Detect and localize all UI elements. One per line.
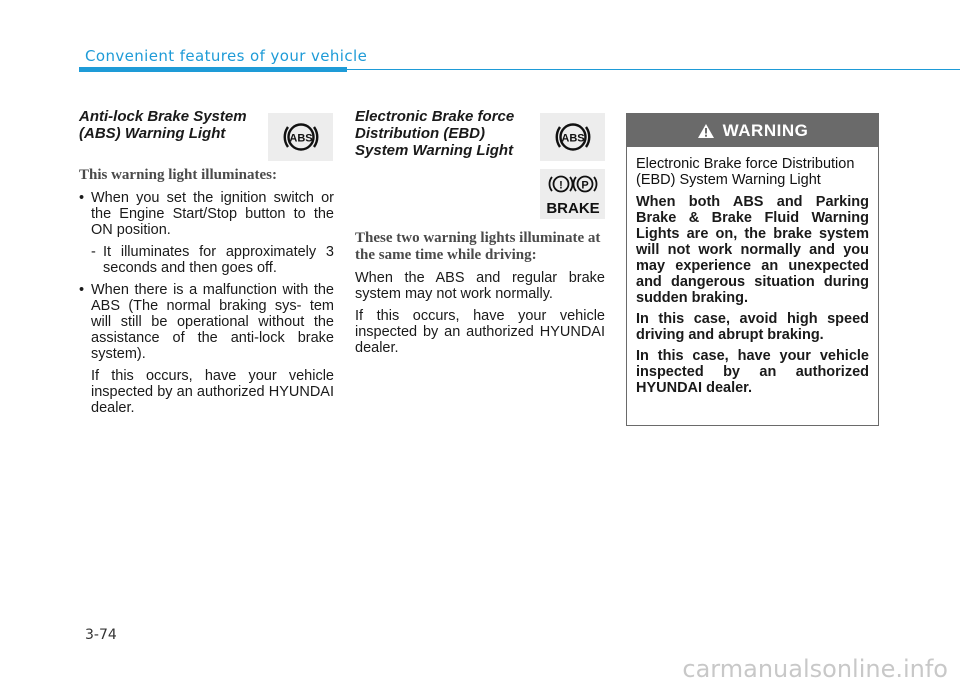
warning-p3: In this case, have your vehicle inspected by an authorized HYUNDAI dealer.	[636, 348, 869, 396]
abs-sub-item-text: It illuminates for approximately 3 seconds and then goes off.	[103, 244, 334, 276]
brake-warning-icon	[540, 169, 605, 219]
warning-label: WARNING	[722, 120, 809, 140]
header-rule	[347, 69, 960, 70]
abs-bullet-1-text: When you set the ignition switch or the Engine Start/Stop button to the ON position.	[91, 190, 334, 238]
header-rule-accent	[79, 67, 347, 72]
ebd-para-1: When the ABS and regular brake system may not work normally.	[355, 270, 605, 302]
ebd-section-title: Electronic Brake force Distribution (EBD) System Warning Light	[355, 108, 515, 159]
ebd-lead: These two warning lights illuminate at the same time while driving:	[355, 230, 601, 263]
abs-lead: This warning light illuminates:	[79, 167, 277, 183]
abs-bullet-2-text: When there is a malfunction with the ABS (The normal braking sys- tem will still be operational without the assistance of the anti-lock brake system).	[91, 282, 334, 362]
abs-sub-item: - It illuminates for approximately 3 seconds and then goes off.	[91, 244, 334, 276]
section-title: Convenient features of your vehicle	[85, 47, 368, 65]
warning-p2: In this case, avoid high speed driving and abrupt braking.	[636, 311, 869, 343]
abs-bullet-1: • When you set the ignition switch or the Engine Start/Stop button to the ON position. - It illuminates for approximately 3 seconds and then goes off.	[79, 190, 334, 276]
abs-bullet-2: • When there is a malfunction with the ABS (The normal braking sys- tem will still be operational without the assistance of the anti-lock brake system). If this occurs, have your vehicle inspected by an authorized HYUNDAI dealer.	[79, 282, 334, 416]
ebd-para-2: If this occurs, have your vehicle inspected by an authorized HYUNDAI dealer.	[355, 308, 605, 356]
abs-bullet-2-note: If this occurs, have your vehicle inspected by an authorized HYUNDAI dealer.	[91, 368, 334, 416]
abs-warning-icon	[540, 113, 605, 161]
svg-text:P: P	[580, 179, 589, 192]
abs-section-title: Anti-lock Brake System (ABS) Warning Light	[79, 108, 247, 142]
brake-icon-label: BRAKE	[545, 200, 600, 217]
svg-text:!: !	[558, 179, 563, 192]
abs-icon-label-2: ABS	[560, 132, 585, 145]
watermark: carmanualsonline.info	[682, 655, 948, 683]
warning-box	[626, 113, 879, 426]
warning-p1: When both ABS and Parking Brake & Brake Fluid Warning Lights are on, the brake system will not work normally and you may experience an unexpected and dangerous situation during sudden braking.	[636, 194, 869, 306]
abs-icon-label: ABS	[288, 132, 313, 145]
abs-warning-icon	[268, 113, 333, 161]
warning-title: Electronic Brake force Distribution (EBD) System Warning Light	[636, 156, 855, 188]
warning-triangle-icon	[697, 123, 715, 139]
page-number: 3-74	[85, 627, 117, 643]
warning-header	[627, 114, 878, 147]
